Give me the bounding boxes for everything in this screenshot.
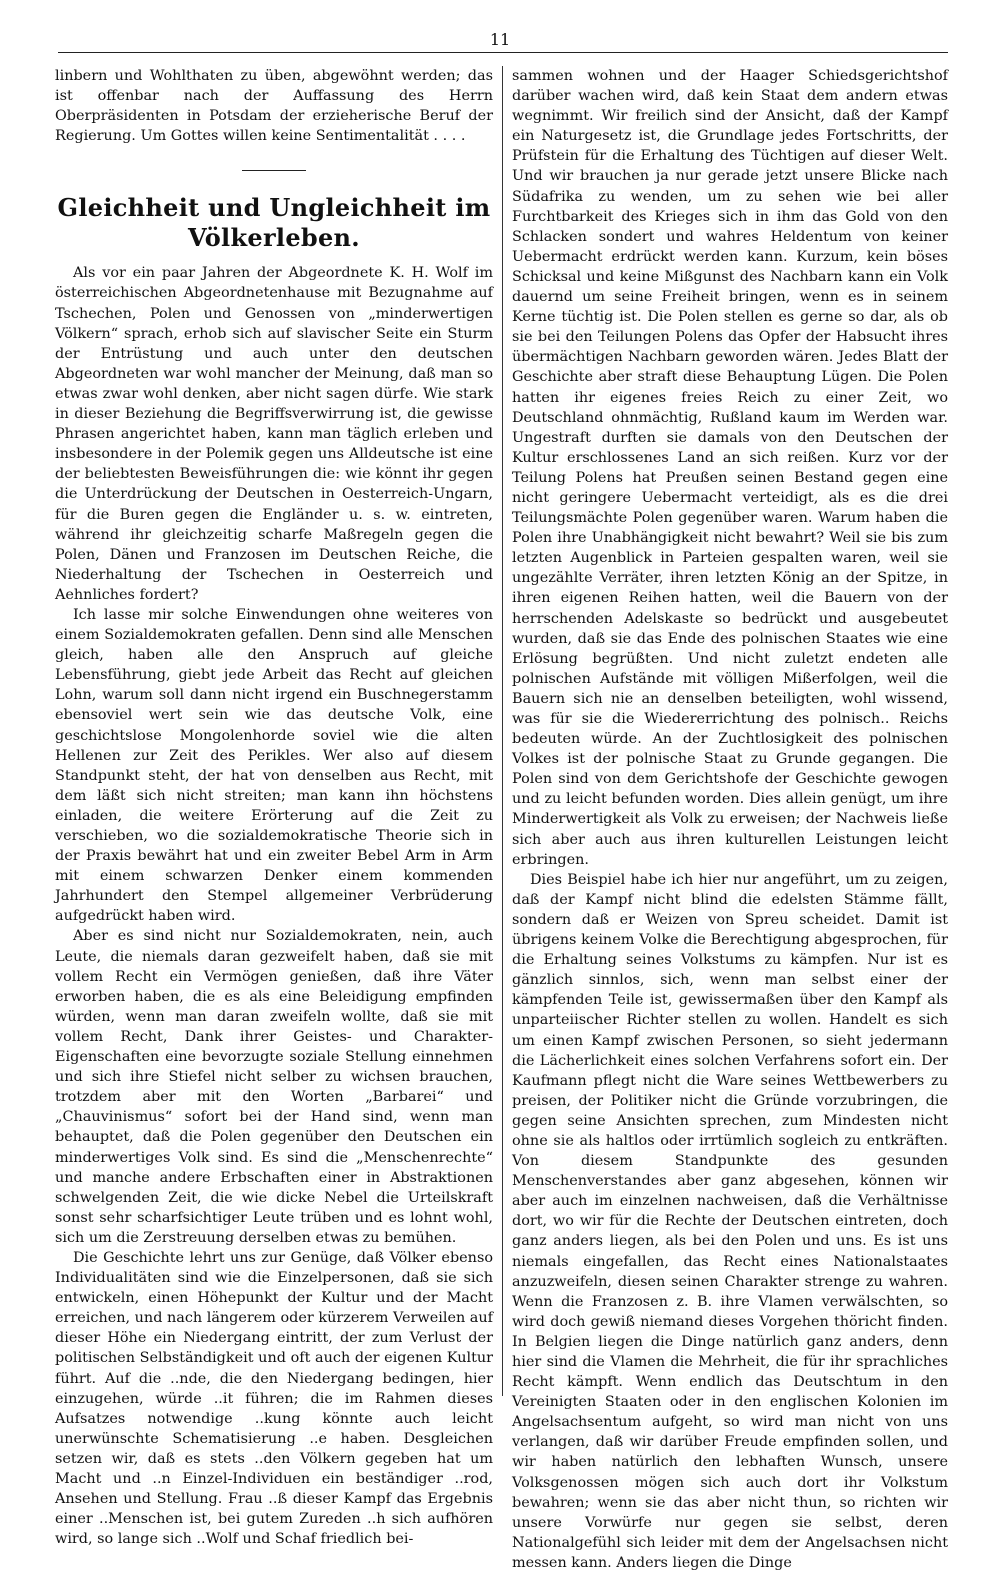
article-separator xyxy=(242,170,306,171)
page-number: 11 xyxy=(489,30,511,49)
header-rule xyxy=(58,52,948,53)
left-column xyxy=(55,66,493,1549)
article-title: Gleichheit und Ungleichheit im Völkerleben. xyxy=(57,193,491,253)
paragraph: Die Geschichte lehrt uns zur Genüge, daß Völker ebenso Individualitäten sind wie die Einzelpersonen, daß sie sich entwickeln, einen Höhepunkt der Kultur und der Macht erreichen, und nach längerem oder kürzerem Verweilen auf dieser Höhe ein Niedergang eintritt, der zum Verlust der politischen Selbständigkeit und oft auch der eigenen Kultur führt. Auf die ..nde, die den Niedergang bedingen, hier einzugehen, würde ..it führen; die im Rahmen dieses Aufsatzes notwendige ..kung könnte auch leicht unerwünschte Schematisierung ..e haben. Desgleichen setzen wir, daß es stets ..den Völkern gegeben hat um Macht und ..n Einzel-Individuen ein beständiger ..rod, Ansehen und Stellung. Frau ..ß dieser Kampf das Ergebnis einer ..Menschen ist, bei gutem Zureden ..h sich aufhören wird, so lange sich ..Wolf und Schaf friedlich bei- xyxy=(55,1249,493,1548)
paragraph: sammen wohnen und der Haager Schiedsgerichtshof darüber wachen wird, daß kein Staat dem andern etwas wegnimmt. Wir freilich sind der Ansicht, daß der Kampf ein Naturgesetz ist, die Grundlage jedes Fortschritts, der Prüfstein für die Erhaltung des Tüchtigen auf dieser Welt. Und wir brauchen ja nur gerade jetzt unsere Blicke nach Südafrika zu wenden, um zu sehen wie bei aller Furchtbarkeit des Krieges sich in ihm das Gold von den Schlacken sondert und wahres Heldentum von keiner Uebermacht erdrückt werden kann. Kurzum, kein böses Schicksal und keine Mißgunst des Nachbarn kann ein Volk dauernd um seine Freiheit bringen, wenn es in seinem Kerne tüchtig ist. Die Polen stellen es gerne so dar, als ob sie bei den Teilungen Polens das Opfer der Habsucht ihres übermächtigen Nachbarn geworden wären. Jedes Blatt der Geschichte aber straft diese Behauptung Lügen. Die Polen hatten ihr eigenes freies Reich zu einer Zeit, wo Deutschland ohnmächtig, Rußland kaum im Werden war. Ungestraft durften sie damals von den Deutschen der Kultur erschlossenes Land an sich reißen. Kurz vor der Teilung Polens hat Preußen seinen Bestand gegen eine nicht geringere Uebermacht verteidigt, als es die drei Teilungsmächte Polen gegenüber waren. Warum haben die Polen ihre Unabhängigkeit nicht bewahrt? Weil sie bis zum letzten Augenblick in Parteien gespalten waren, weil sie ungezählte Verräter, ihren letzten König an der Spitze, in ihren eigenen Reihen hatten, weil die Bauern von der herrschenden Adelskaste so bedrückt und ausgebeutet wurden, daß sie das Ende des polnischen Staates wie eine Erlösung begrüßten. Und nicht zuletzt endeten alle polnischen Aufstände mit völligen Mißerfolgen, weil die Bauern sich nie an denselben beteiligten, wohl wissend, was für sie die Wiedererrichtung des polnisch.. Reichs bedeuten würde. An der Zuchtlosigkeit des polnischen Volkes ist der polnische Staat zu Grunde gegangen. Die Polen sind von dem Gerichtshofe der Geschichte gewogen und zu leicht befunden worden. Dies allein genügt, um ihre Minderwertigkeit als Volk zu erweisen; der Nachweis ließe sich aber auch aus ihren kulturellen Leistungen leicht erbringen. xyxy=(512,68,948,868)
right-column xyxy=(512,66,948,1573)
paragraph: Als vor ein paar Jahren der Abgeordnete K. H. Wolf im österreichischen Abgeordnetenhause mit Bezugnahme auf Tschechen, Polen und Genossen von „minderwertigen Völkern“ sprach, erhob sich auf slavischer Seite ein Sturm der Entrüstung und auch unter den deutschen Abgeordneten war wohl mancher der Meinung, daß man so etwas zwar wohl denken, aber nicht sagen dürfe. Wie stark in dieser Beziehung die Begriffsverwirrung ist, die gewisse Phrasen angerichtet haben, kann man täglich erleben und insbesondere in der Polemik gegen uns Alldeutsche ist eine der beliebtesten Beweisführungen die: wie könnt ihr gegen die Unterdrückung der Deutschen in Oesterreich-Ungarn, für die Buren gegen die Engländer u. s. w. eintreten, während ihr gleichzeitig scharfe Maßregeln gegen die Polen, Dänen und Franzosen im Deutschen Reiche, die Niederhaltung der Tschechen in Oesterreich und Aehnliches fordert? xyxy=(55,265,493,603)
paragraph: Aber es sind nicht nur Sozialdemokraten, nein, auch Leute, die niemals daran gezweifelt haben, daß sie mit vollem Recht ein Vermögen genießen, daß ihre Väter erworben haben, die es als eine Beleidigung empfinden würden, wenn man daran zweifeln wollte, daß sie mit vollem Recht, Dank ihrer Geistes- und Charakter-Eigenschaften eine bevorzugte soziale Stellung einnehmen und sich ihre Stiefel nicht selber zu wichsen brauchen, trotzdem aber mit den Worten „Barbarei“ und „Chauvinismus“ sofort bei der Hand sind, wenn man behauptet, daß die Polen gegenüber den Deutschen ein minderwertiges Volk sind. Es sind die „Menschenrechte“ und manche andere Erbschaften einer in Abstraktionen schwelgenden Zeit, die wie dicke Nebel die Urteilskraft sonst sehr scharfsichtiger Leute trüben und es lohnt wohl, sich um die Zerstreuung derselben etwas zu bemühen. xyxy=(55,928,493,1246)
paragraph: Ich lasse mir solche Einwendungen ohne weiteres von einem Sozialdemokraten gefallen. Denn sind alle Menschen gleich, haben alle den Anspruch auf gleiche Lebensführung, giebt jede Arbeit das Recht auf gleichen Lohn, warum soll dann nicht irgend ein Buschnegerstamm ebensoviel wert sein wie das deutsche Volk, eine geschichtslose Mongolenhorde soviel wie die alten Hellenen zur Zeit des Perikles. Wer also auf diesem Standpunkt steht, der hat von denselben aus Recht, mit dem läßt sich nicht streiten; man kann ihn höchstens einladen, die weitere Erörterung auf die Zeit zu verschieben, wo die sozialdemokratische Theorie sich in der Praxis bewährt hat und ein zweiter Bebel Arm in Arm mit einem schwarzen Denker einem kommenden Jahrhundert den Stempel allgemeiner Verbrüderung aufgedrückt haben wird. xyxy=(55,606,493,925)
paragraph: Dies Beispiel habe ich hier nur angeführt, um zu zeigen, daß der Kampf nicht blind die edelsten Stämme fällt, sondern daß er Weizen von Spreu scheidet. Damit ist übrigens keinem Volke die Berechtigung abgesprochen, für die Erhaltung seines Volkstums zu kämpfen. Nur ist es gänzlich sinnlos, sich, wenn man selbst einer der kämpfenden Teile ist, gewissermaßen über den Kampf als unparteiischer Richter stellen zu wollen. Handelt es sich um einen Kampf zwischen Personen, so sieht jedermann die Lächerlichkeit eines solchen Verfahrens sofort ein. Der Kaufmann pflegt nicht die Ware seines Wettbewerbers zu preisen, der Politiker nicht die Gründe vorzubringen, die gegen seine Ansichten sprechen, zum Mindesten nicht ohne sie als haltlos oder irrtümlich sogleich zu entkräften. Von diesem Standpunkte des gesunden Menschenverstandes aber ganz abgesehen, können wir aber auch im einzelnen nachweisen, daß die Verhältnisse dort, wo wir für die Rechte der Deutschen eintreten, doch ganz anders liegen, als bei den Polen und uns. Es ist uns niemals eingefallen, das Recht eines Nationalstaates anzuzweifeln, diesen seinen Charakter strenge zu wahren. Wenn die Franzosen z. B. ihre Vlamen verwälschten, so wird doch gewiß niemand dieses Vorgehen thöricht finden. In Belgien liegen die Dinge natürlich ganz anders, denn hier sind die Vlamen die Mehrheit, die für ihr sprachliches Recht kämpft. Wenn endlich das Deutschtum in den Vereinigten Staaten oder in den englischen Kolonien im Angelsachsentum aufgeht, so wird man nicht von uns verlangen, daß wir darüber Freude empfinden sollen, und wir haben natürlich den lebhaften Wunsch, unsere Volksgenossen mögen sich auch dort ihr Volkstum bewahren; wenn sie das aber nicht thun, so richten wir unsere Vorwürfe nur gegen sie selbst, deren Nationalgefühl sich leider mit dem der Angelsachsen nicht messen kann. Anders liegen die Dinge xyxy=(512,871,948,1571)
continuation-text: linbern und Wohlthaten zu üben, abgewöhnt werden; das ist offenbar nach der Auffassung des Herrn Oberpräsidenten in Potsdam der erzieherische Beruf der Regierung. Um Gottes willen keine Sentimentalität . . . . xyxy=(55,68,493,145)
column-divider xyxy=(502,66,503,1396)
